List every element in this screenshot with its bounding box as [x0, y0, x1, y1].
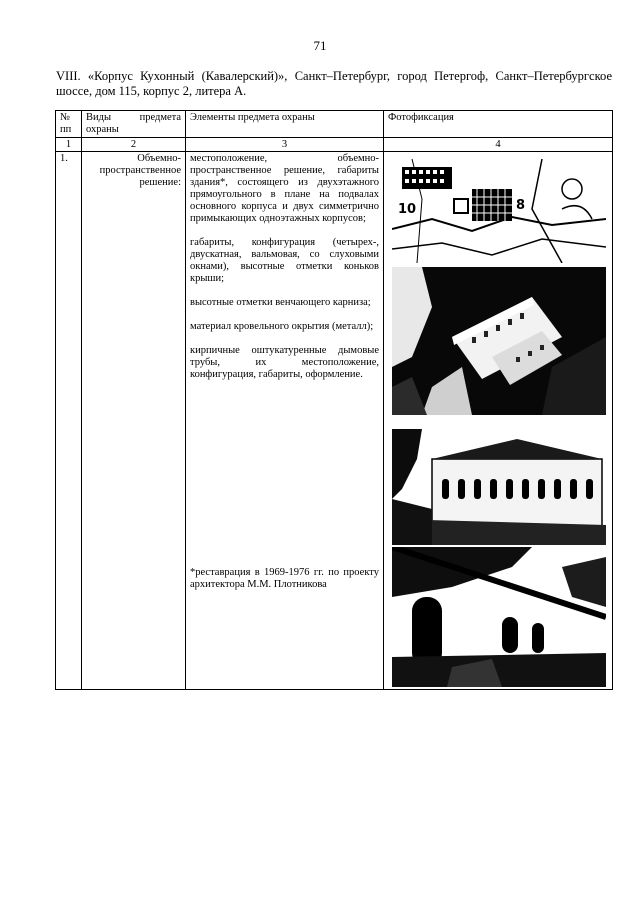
map-label: 8	[516, 198, 526, 213]
header-row	[56, 111, 613, 138]
column-number: 3	[186, 138, 384, 152]
header-type: Виды предмета охраны	[82, 111, 186, 138]
row-type: Объемно-пространственное решение:	[82, 152, 186, 690]
column-number: 1	[56, 138, 82, 152]
restoration-note: *реставрация в 1969-1976 гг. по проекту архитектора М.М. Плотникова	[190, 567, 379, 590]
element-item: габариты, конфигурация (четырех-, двускатная, вальмовая, со слуховыми окнами), высотные отметки коньков крыши;	[190, 237, 379, 284]
site-plan-map	[392, 159, 606, 263]
map-label: 10	[398, 202, 417, 217]
aerial-photo	[392, 267, 606, 415]
column-number-row	[56, 138, 613, 152]
detail-photo	[392, 547, 606, 687]
element-item: местоположение, объемно-пространственное решение, габариты здания*, состоящего из двухэтажного прямоугольного в плане на подвалах основного корпуса и двух симметрично примыкающих одноэтажных корпусов;	[190, 153, 379, 224]
element-item: кирпичные оштукатуренные дымовые трубы, их местоположение, конфигурация, габариты, оформление.	[190, 345, 379, 380]
row-number: 1.	[56, 152, 82, 690]
facade-photo	[392, 429, 606, 545]
page-number: 71	[313, 38, 327, 53]
header-elements: Элементы предмета охраны	[186, 111, 384, 138]
header-photos: Фотофиксация	[384, 111, 613, 138]
element-item: материал кровельного окрытия (металл);	[190, 321, 374, 332]
element-item: высотные отметки венчающего карниза;	[190, 297, 371, 308]
column-number: 4	[384, 138, 613, 152]
row-photos	[384, 152, 613, 690]
header-number: № пп	[56, 111, 82, 138]
table-row	[56, 152, 613, 690]
protection-table	[55, 110, 613, 690]
column-number: 2	[82, 138, 186, 152]
section-title: VIII. «Корпус Кухонный (Кавалерский)», Санкт–Петербург, город Петергоф, Санкт–Петербургское шоссе, дом 115, корпус 2, литера А.	[56, 69, 612, 98]
row-elements	[186, 152, 384, 690]
